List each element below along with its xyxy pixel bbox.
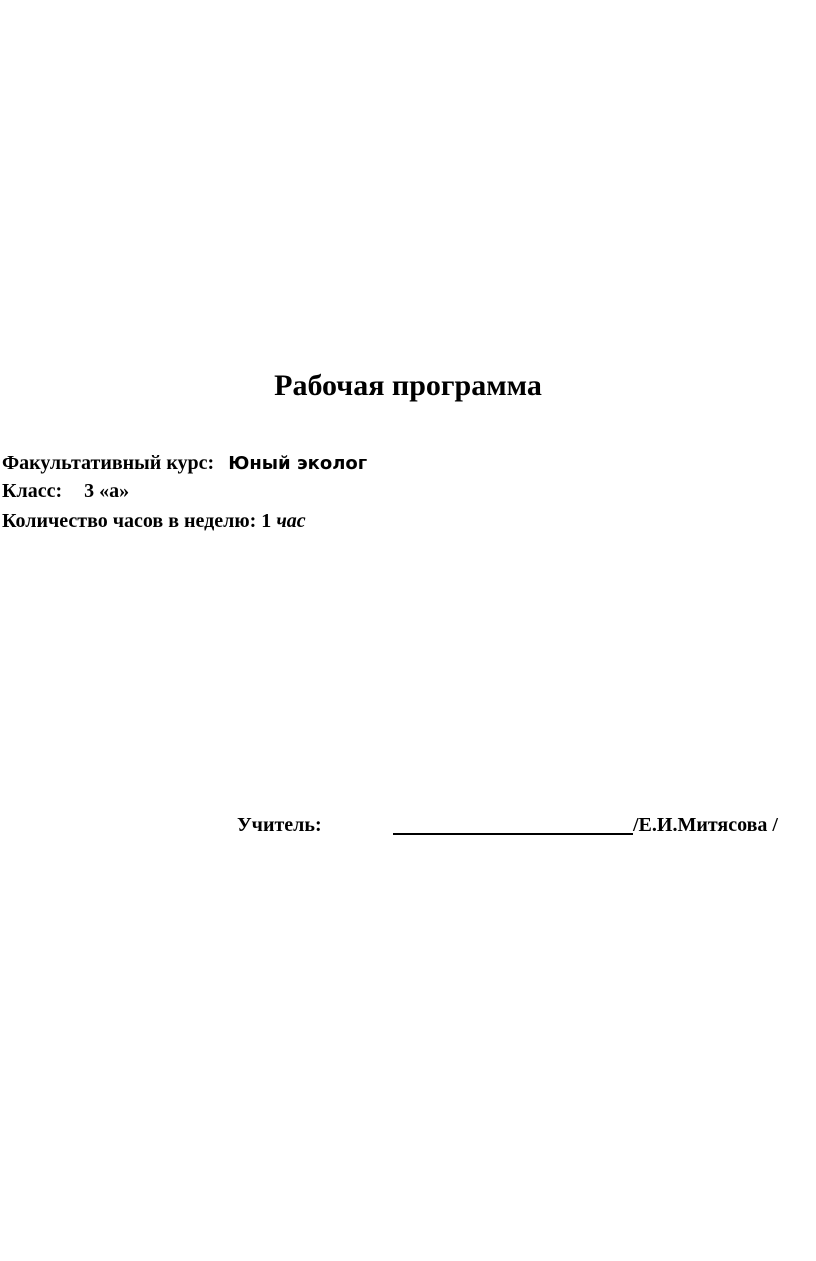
hours-unit: час <box>276 510 306 532</box>
teacher-signature-row <box>237 812 816 838</box>
course-label: Факультативный курс: <box>2 452 215 474</box>
teacher-label: Учитель: <box>237 814 322 836</box>
page-title: Рабочая программа <box>274 369 542 402</box>
class-label: Класс: <box>2 480 63 502</box>
class-line <box>2 478 129 504</box>
course-value: Юный эколог <box>228 453 368 474</box>
hours-label: Количество часов в неделю: 1 <box>2 510 272 532</box>
teacher-name: /Е.И.Митясова / <box>633 814 778 836</box>
class-value: 3 «а» <box>84 480 130 502</box>
signature-line <box>393 813 633 835</box>
hours-line <box>2 508 306 534</box>
course-line <box>2 450 367 477</box>
